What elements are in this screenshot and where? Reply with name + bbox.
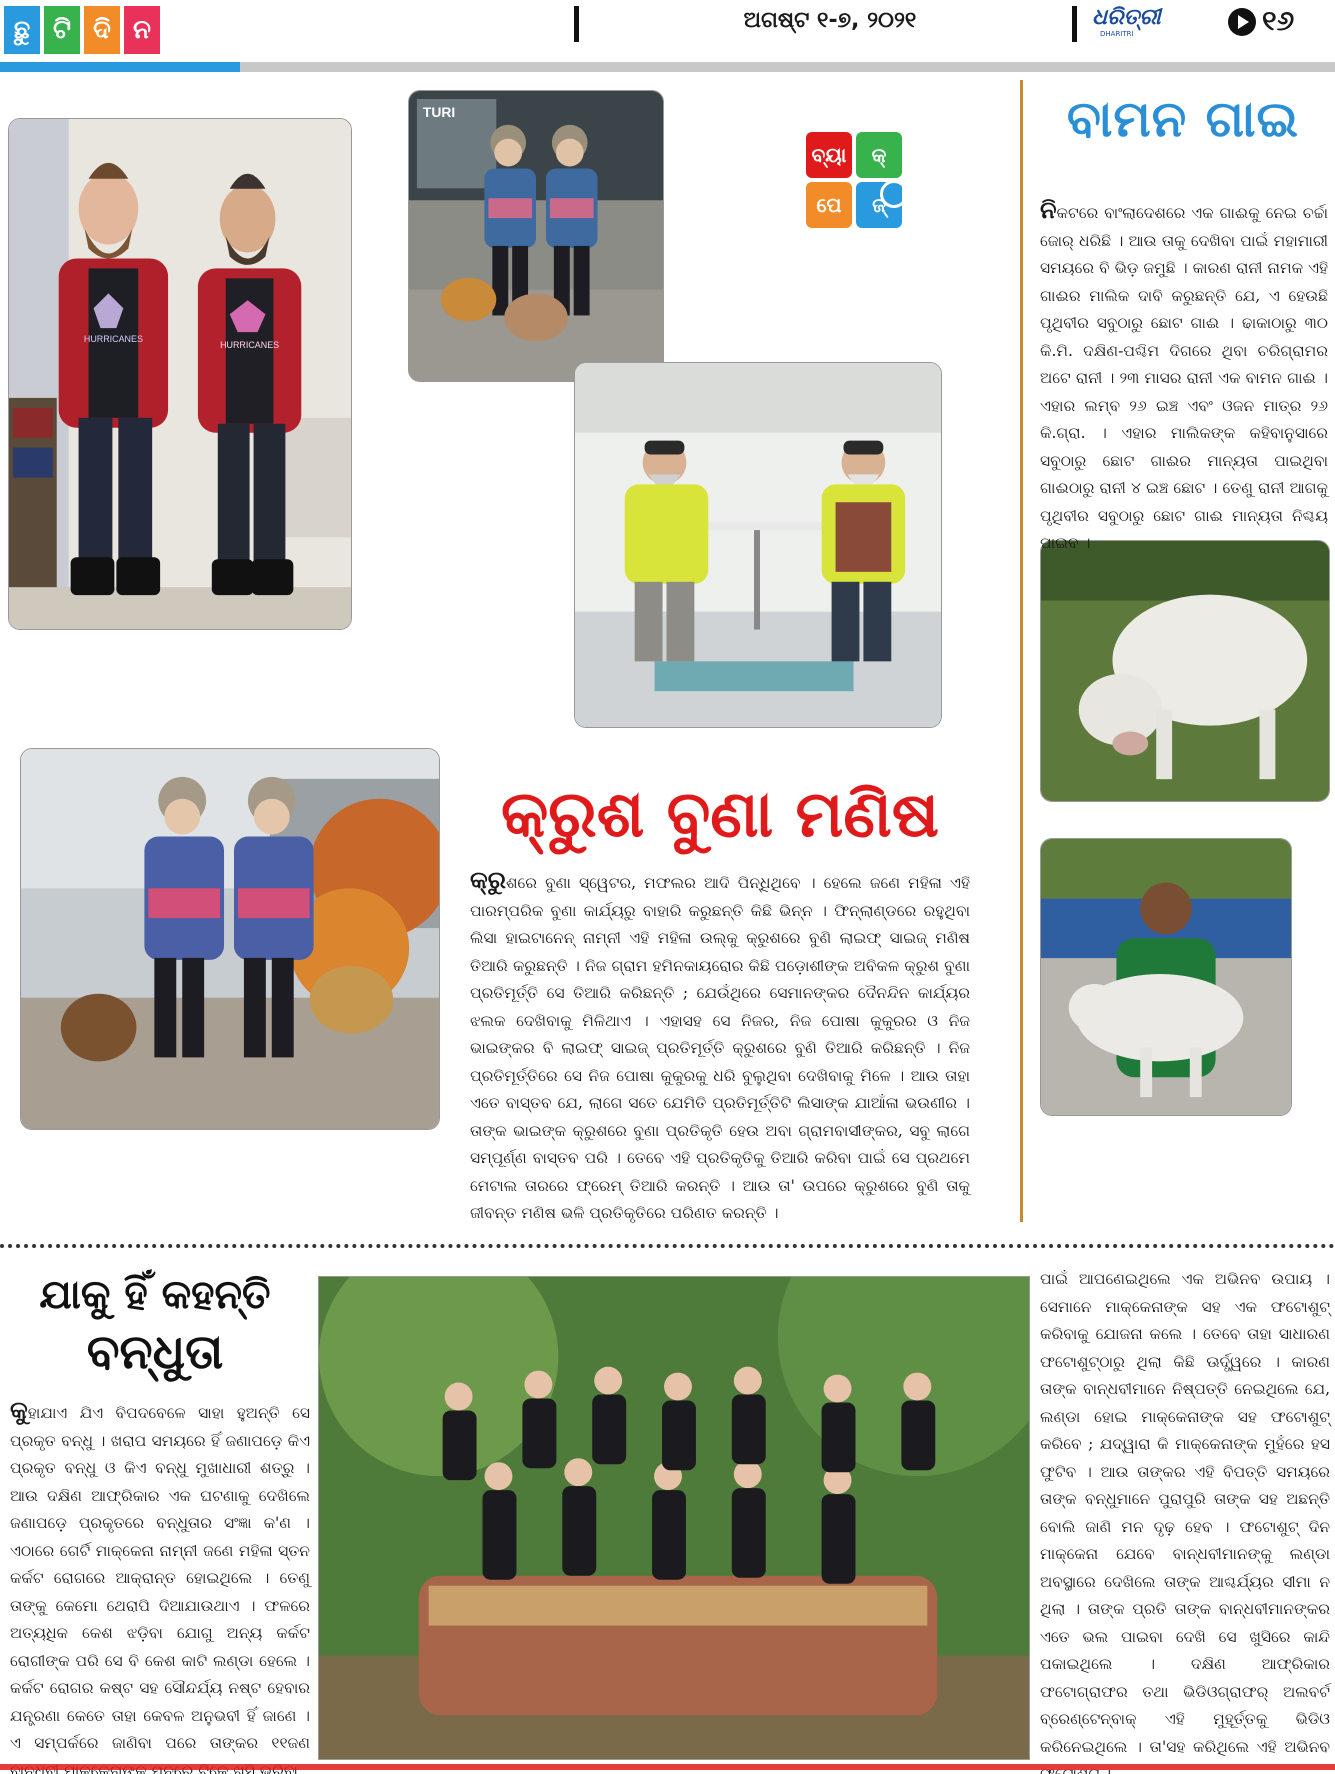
- friendship-dropcap: କୁ: [10, 1395, 28, 1424]
- storefront-sign: TURI: [422, 103, 456, 120]
- crochet-body: [470, 866, 970, 1228]
- header-divider: [1072, 6, 1077, 42]
- friendship-text-left: ହାଯାଏ ଯିଏ ବିପଦବେଳେ ସାହା ହୁଅନ୍ତି ସେ ପ୍ରକୃତ ବନ୍ଧୁ । ଖରାପ ସମୟରେ ହିଁ ଜଣାପଡ଼େ କିଏ ପ୍ରକୃତ ବନ୍ଧୁ ଓ କିଏ ବନ୍ଧୁ ମୁଖାଧାରୀ ଶତ୍ରୁ । ଆଉ ଦକ୍ଷିଣ ଆଫ୍ରିକାର ଏକ ଘଟଣାକୁ ଦେଖିଲେ ଜଣାପଡ଼େ ପ୍ରକୃତରେ ବନ୍ଧୁତାର ସଂଜ୍ଞା କ'ଣ । ଏଠାରେ ଗେର୍ଟି ମାକ୍‌କେନା ନାମ୍ନୀ ଜଣେ ମହିଳା ସ୍ତନ କର୍କଟ ରୋଗରେ ଆକ୍ରାନ୍ତ ହୋଇଥିଲେ । ତେଣୁ ତାଙ୍କୁ କେମୋ ଥେରାପି ଦିଆଯାଉଥାଏ । ଫଳରେ ଅତ୍ୟଧିକ କେଶ ଝଡ଼ିବା ଯୋଗୁ ଅନ୍ୟ କର୍କଟ ରୋଗୀଙ୍କ ପରି ସେ ବି କେଶ କାଟି ଲଣ୍ଡା ହେଲେ । କର୍କଟ ରୋଗର କଷ୍ଟ ସହ ସୌନ୍ଦର୍ଯ୍ୟ ନଷ୍ଟ ହେବାର ଯନ୍ତ୍ରଣା କେତେ ତାହା କେବଳ ଅନୁଭବୀ ହିଁ ଜାଣେ । ଏ ସମ୍ପର୍କରେ ଜାଣିବା ପରେ ତାଙ୍କର ୧୧ଜଣ: [10, 1404, 310, 1752]
- friendship-body-right: [1040, 1266, 1330, 1774]
- dwarf-cow-text: କଟରେ ବାଂଲାଦେଶରେ ଏକ ଗାଈକୁ ନେଇ ଚର୍ଚ୍ଚା ଜୋର୍ ଧରିଛି । ଆଉ ତାକୁ ଦେଖିବା ପାଇଁ ମହାମାରୀ ସମୟରେ ବି ଭିଡ଼ ଜମୁଛି । କାରଣ ରାନୀ ନାମକ ଏହି ଗାଈର ମାଲିକ ଦାବି କରୁଛନ୍ତି ଯେ, ଏ ହେଉଛି ପୃଥିବୀର ସବୁଠାରୁ ଛୋଟ ଗାଈ । ଢାକାଠାରୁ ୩୦ କି.ମି. ଦକ୍ଷିଣ-ପଶ୍ଚିମ ଦିଗରେ ଥିବା ଚରିଗ୍ରାମର ଅଟେ ରାନୀ । ୨୩ ମାସର ରାନୀ ଏକ ବାମନ ଗାଈ । ଏହାର ଲମ୍ବ ୨୬ ଇଞ୍ଚ ଏବଂ ଓଜନ ମାତ୍ର ୨୬ କି.ଗ୍ରା. । ଏହାର ମାଲିକଙ୍କ କହିବାନୁସାରେ ସବୁଠାରୁ ଛୋଟ ଗାଈର ମାନ୍ୟତା ପାଇଥିବା ଗାଈଠାରୁ ରାନୀ ୪ ଇଞ୍ଚ ଛୋଟ । ତେଣୁ ରାନୀ ଆଗକୁ ପୃଥିବୀର ସବୁଠାରୁ ଛୋଟ ଗାଈ ମାନ୍ୟତା ନିଶ୍ଚୟ ପାଇବ ।: [1040, 204, 1328, 552]
- friendship-headline-line1: ଯାକୁ ହିଁ କହନ୍ତି: [39, 1272, 271, 1318]
- page-number: ୧୬: [1262, 4, 1295, 37]
- photo-man-and-crochet-twin: [8, 118, 352, 630]
- play-icon: [1228, 8, 1256, 36]
- shirt-print: HURRICANES: [83, 334, 143, 345]
- photo-men-at-table: [574, 362, 942, 728]
- photo-women-with-dogs: [408, 90, 664, 382]
- back-page-badge-letter: ପେ: [806, 182, 852, 228]
- dwarf-cow-dropcap: ନି: [1040, 195, 1057, 224]
- friendship-text-right: ପାଇଁ ଆପଣେଇଥିଲେ ଏକ ଅଭିନବ ଉପାୟ । ସେମାନେ ମାକ୍‌କେନାଙ୍କ ସହ ଏକ ଫଟୋଶୁଟ୍ କରିବାକୁ ଯୋଜନା କଲେ । ତେବେ ତାହା ସାଧାରଣ ଫଟୋଶୁଟ୍‌ଠାରୁ ଥିଲା କିଛି ଊର୍ଦ୍ଧ୍ୱରେ । କାରଣ ତାଙ୍କ ବାନ୍ଧବୀମାନେ ନିଷ୍ପତ୍ତି ନେଇଥିଲେ ଯେ, ଲଣ୍ଡା ହୋଇ ମାକ୍‌କେନାଙ୍କ ସହ ଫଟୋଶୁଟ୍ କରିବେ ; ଯଦ୍ୱାରା କି ମାକ୍‌କେନାଙ୍କ ମୁହଁରେ ହସ ଫୁଟିବ । ଆଉ ତାଙ୍କର ଏହି ବିପତ୍ତି ସମୟରେ ତାଙ୍କ ବନ୍ଧୁମାନେ ପୁରାପୁରି ତାଙ୍କ ସହ ଅଛନ୍ତି ବୋଲି ଜାଣି ମନ ଦୃଢ଼ ହେବ । ଫଟୋଶୁଟ୍ ଦିନ ମାକ୍‌କେନା ଯେବେ ବାନ୍ଧବୀମାନଙ୍କୁ ଲଣ୍ଡା ଅବସ୍ଥାରେ ଦେଖିଲେ ତାଙ୍କ ଆଶ୍ଚର୍ଯ୍ୟର ସୀମା ନ ଥିଲା । ତାଙ୍କ ପ୍ରତି ତାଙ୍କ ବାନ୍ଧବୀମାନଙ୍କର ଏତେ ଭଲ ପାଇବା ଦେଖି ସେ ଖୁସିରେ କାନ୍ଦି ପକାଇଥିଲେ । ଦକ୍ଷିଣ ଆଫ୍ରିକାର ଫଟୋଗ୍ରାଫର ତଥା ଭିଡିଓଗ୍ରାଫର୍ ଅଲବର୍ଟ ବ୍ରେଣ୍ଟେନ୍‌ବାକ୍ ଏହି ମୁହୂର୍ତ୍ତକୁ ଭିଡିଓ କରିନେଇଥିଲେ । ତା'ସହ କରିଥିଲେ ଏହି ଅଭିନବ: [1040, 1270, 1330, 1756]
- section-logo-letter: ଛୁ: [4, 6, 40, 54]
- photo-crochet-women-walking-dogs: [20, 748, 440, 1130]
- issue-date: ଅଗଷ୍ଟ ୧-୭, ୨୦୨୧: [743, 8, 917, 33]
- dwarf-cow-headline: ବାମନ ଗାଇ: [1066, 90, 1300, 148]
- back-page-badge-letter: କ୍: [856, 132, 902, 178]
- dwarf-cow-body: [1040, 196, 1328, 558]
- badge-ring: [880, 180, 908, 208]
- section-logo-letter: ନ: [124, 6, 160, 54]
- newspaper-brand: ଧରିତ୍ରୀ: [1092, 4, 1161, 30]
- crochet-dropcap: କ୍ରୁ: [470, 865, 506, 894]
- column-divider: [1020, 80, 1023, 1222]
- header-divider: [574, 6, 579, 42]
- back-page-badge-letter: ଜ୍: [856, 182, 902, 228]
- section-logo-letter: ଟି: [44, 6, 80, 54]
- page-header: [0, 0, 1335, 62]
- footer-rule: [0, 1764, 1335, 1770]
- friendship-body-left: [10, 1396, 310, 1774]
- section-separator: [0, 1244, 1335, 1248]
- friendship-headline-line2: ବନ୍ଧୁତା: [86, 1324, 224, 1380]
- crochet-headline: କ୍ରୁଶ ବୁଣା ମଣିଷ: [500, 778, 940, 852]
- newspaper-brand-sub: DHARITRI: [1100, 30, 1134, 38]
- photo-dwarf-cow-grazing: [1040, 540, 1330, 802]
- photo-bald-friends-group: [318, 1276, 1030, 1760]
- back-page-badge-letter: ବ୍ୟା: [806, 132, 852, 178]
- photo-man-holding-dwarf-cow: [1040, 838, 1292, 1116]
- crochet-text: ଶରେ ବୁଣା ସ୍ୱେଟର, ମଫଲର ଆଦି ପିନ୍ଧିଥିବେ । ହେଲେ ଜଣେ ମହିଳା ଏହି ପାରମ୍ପରିକ ବୁଣା କାର୍ଯ୍ୟରୁ ବାହାରି କରୁଛନ୍ତି କିଛି ଭିନ୍ନ । ଫିନ୍‌ଲାଣ୍ଡରେ ରହୁଥିବା ଲିସା ହାଇଟାନେନ୍ ନାମ୍ନୀ ଏହି ମହିଳା ଉଲ୍‌କୁ କ୍ରୁଶରେ ବୁଣି ଲାଇଫ୍ ସାଇଜ୍ ମଣିଷ ତିଆରି କରୁଛନ୍ତି । ନିଜ ଗ୍ରାମ ହମିନକାୟରୋର କିଛି ପଡ଼ୋଶୀଙ୍କ ଅବିକଳ କ୍ରୁଶ ବୁଣା ପ୍ରତିମୂର୍ତ୍ତି ସେ ତିଆରି କରିଛନ୍ତି ; ଯେଉଁଥିରେ ସେମାନଙ୍କର ଦୈନନ୍ଦିନ କାର୍ଯ୍ୟର ଝଲକ ଦେଖିବାକୁ ମିଳିଥାଏ । ଏହାସହ ସେ ନିଜର, ନିଜ ପୋଷା କୁକୁରର ଓ ନିଜ ଭାଇଙ୍କର ବି ଲାଇଫ୍ ସାଇଜ୍ ପ୍ରତିମୂର୍ତ୍ତି କ୍ରୁଶରେ ବୁଣି ତିଆରି କରିଛନ୍ତି । ନିଜ ପ୍ରତିମୂର୍ତ୍ତିରେ ସେ ନିଜ ପୋଷା କୁକୁରକୁ ଧରି ବୁଲୁଥିବା ଦେଖିବାକୁ ମିଳେ । ଆଉ ତାହା ଏତେ ବାସ୍ତବ ଯେ, ଲାଗେ ସତେ ଯେମିତି ପ୍ରତିମୂର୍ତ୍ତିଟି ଲିସାଙ୍କ ଯାଆଁଳା ଭଉଣୀର । ତାଙ୍କ ଭାଇଙ୍କ କ୍ରୁଶରେ ବୁଣା ପ୍ରତିକୃତି ହେଉ ଅବା ଗ୍ରାମବାସୀଙ୍କର, ସବୁ ଲାଗେ ସମ୍ପୂର୍ଣ୍ଣ ବାସ୍ତବ ପରି । ତେବେ ଏହି ପ୍ରତିକୃତିକୁ ତିଆରି କରିବା ପାଇଁ ସେ ପ୍ରଥମେ ମେଟାଲ ତାରରେ ଫ୍ରେମ୍ ତିଆରି କରନ୍ତି । ଆଉ ତା' ଉପରେ କ୍ରୁଶରେ ବୁଣି ତାକୁ ଜୀବନ୍ତ ମଣିଷ ଭଳି ପ୍ରତିକୃତିରେ ପରିଣତ କରନ୍ତି ।: [470, 874, 970, 1222]
- shirt-print: HURRICANES: [220, 340, 280, 351]
- header-strip: [0, 62, 1335, 72]
- section-logo-letter: ଦି: [84, 6, 120, 54]
